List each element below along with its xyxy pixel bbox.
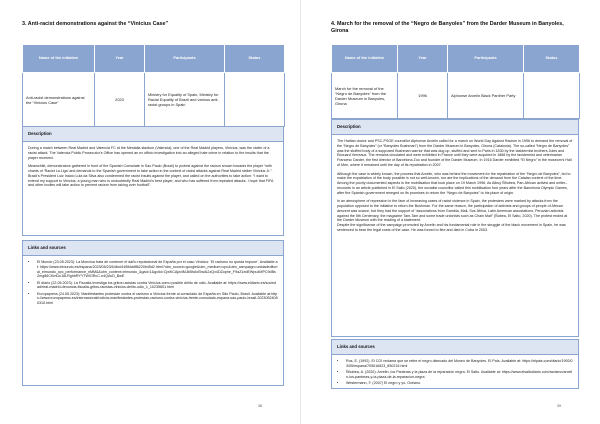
initiative-table — [22, 44, 285, 127]
description-paragraph: Meanwhile, demonstrators gathered in front of the Spanish Consulate in Sao Paulo (Brazil) to protest against the racism shown towards the player “with chants of ‘Racist La Liga’ and demands to the Spanish government to take action in the context of racist attacks against Real Madrid striker Vinicius Jr.”. Brazil’s President Luiz Inacio Lula da Silva also condemned the racist insults against the player, and called on the authorities to take action: “I want to extend my support to Vinicius, a young man who is undoubtedly Real Madrid’s best player, and who has suffered from repeated attacks. I hope that FIFA and other bodies will take action to prevent racism from taking over football”. — [28, 164, 274, 188]
links-box — [22, 240, 284, 386]
header-name: Name of the initiative — [23, 45, 95, 73]
cell-name: March for the removal of the “Negro de Banyoles” from the Darder Museum in Banyoles, Girona — [332, 73, 398, 119]
header-status: Status — [225, 45, 285, 73]
initiative-table — [331, 44, 580, 119]
source-item[interactable]: • Westermann, F. (2007) El negro y yo. Océano. — [346, 381, 573, 386]
section-heading: 4. March for the removal of the “Negro de Banyoles” from the Darder Museum in Banyoles, Girona — [331, 21, 564, 34]
description-title: Description — [23, 127, 283, 142]
description-paragraph: In an atmosphere of repression in the face of increasing cases of racist violence in Spain, the protesters were marked by attacks from the population opposed to the initiative to return the Bushman. For the same reason, the participation of activists and groups of people of African descent was scarce, but they had the support of “associations from Gambia, Mali, Sos África, Latin American associations, Peruvian activists against the 5th Centenary, the magazine Tam-Tam and some trade unionists such as Chain Mali” (Ñubea, El Salto, 2020). The protest ended at the Darder Museum with the reading of a statement. — [337, 199, 568, 223]
header-name: Name of the initiative — [332, 45, 398, 73]
description-box — [331, 119, 579, 337]
header-year: Year — [398, 45, 448, 73]
header-participants: Participants — [145, 45, 225, 73]
description-title: Description — [332, 120, 578, 135]
header-year: Year — [95, 45, 145, 73]
cell-year: 1996 — [398, 73, 448, 119]
cell-status — [225, 73, 285, 127]
source-item[interactable]: • Ros, E. (1992). El COI reclama que se retire el negro disecado del Museo de Banyoles. El País. Available at: https://elpais.com/diario/1992/03/05/espana/705016823_850215.html — [346, 359, 573, 369]
cell-year: 2023 — [95, 73, 145, 127]
links-title: Links and sources — [332, 340, 578, 355]
header-status: Status — [524, 45, 580, 73]
description-paragraph: Although the case is widely known, the process that Arcelin, who was behind the movement for the repatriation of the “Negro de Banyoles”, led to make the expatriation of the body possible is not so well-known, nor are the implications of the demand from the Catalan context of the time. Among the poorly documented aspects is the mobilisation that took place on 19 March 1996. As Albuy Ññubea, Pan-African activist and writer– recounts in an article published in El Salto (2020), the socialist councillor called this mobilisation four years after the Barcelona Olympic Games, after the Spanish government reneged on its promises to return the “Negro de Banyoles” to his place of origin. — [337, 171, 571, 195]
header-participants: Participants — [448, 45, 524, 73]
description-paragraph: During a match between Real Madrid and Valencia FC at the Mestalla stadium (Valencia), one of the Real Madrid players, Vinicius, was the victim of a racist attack. The Valencia Public Prosecutor’s Office has opened an ex officio investigation into an alleged hate crime in relation to the insults that the player received. — [28, 146, 270, 160]
cell-participants: Alphonse Arcelin Black Panther Party — [448, 73, 524, 119]
source-item[interactable]: • Europapress (24.05.2023): Manifestantes protestan contra el racismo a Vinicius frente al consulado de España en São Paulo, Brasil. Available at:https://www.europapress.es/internacional/noticia-manifestantes-protestan-racismo-contra-vinicius-frente-consulado-espana-sao-paulo-brasil-20230524080310.html — [37, 292, 278, 306]
description-paragraph: The Haitian doctor and PSC-PSOE councillor Alphonse Arcelin called for a march on World Day Against Racism in 1996 to demand the removal of the “Negro de Banyoles” (or “Banyoles Bushman”) from the Darder Museum in Banyoles, Girona (Catalonia). The so-called “Negro de Banyoles” was the stuffed body of a supposed Bushman warrior that was dug up, stuffed and sent to Paris in 1830 by the taxidermist brothers Jules and Édouard Verreaux. The remains circulated and were exhibited in France until they were acquired in 1888 by the taxidermist and veterinarian Francesc Darder, the first director of Barcelona Zoo and founder of the Darder Museum. In 1916 Darder exhibited “El Negro” in the museum’s Hall of Men, where it remained until the day of its repatriation in 2007. — [337, 139, 573, 167]
description-paragraph: Despite the significance of the campaign promoted by Arcelin and his fundamental role in the struggle of the black movement in Spain, he was sentenced to bear the legal costs of the case. He was forced to flee and died in Cuba in 2003. — [337, 223, 566, 232]
links-box — [331, 339, 579, 389]
cell-name: Anti-racist demonstrations against the “Vinicius Case” — [23, 73, 95, 127]
links-title: Links and sources — [23, 241, 283, 256]
source-item[interactable]: • El diario (22.05.2023): La Fiscalía investiga los gritos racistas contra Vinicius como posible delito de odio. Available at: https://www.eldiario.es/sociedad/real-madrid-denuncia-fiscalia-gritos-racistas-vinicius-delito-odio_1_10235651.html — [37, 281, 278, 291]
cell-status — [524, 73, 580, 119]
page-number: 38 — [258, 404, 262, 408]
right-page — [300, 0, 600, 424]
page-number: 39 — [557, 404, 561, 408]
source-item[interactable]: • Ñhubea, A. (2020): Arcelin, los Panteras y la plaza de la reparación negra. El Salto. Available at: https://www.elsaltodiario.com/racismo/arcelin-los-panteras-y-la-plaza-de-la-reparacion-negra — [346, 370, 573, 380]
section-heading: 3. Anti-racist demonstrations against the “Vinicius Case” — [22, 21, 169, 27]
source-item[interactable]: • El Mundo (23.05.2023): La Moncloa trata de contener el daño reputacional de España por el caso Vinícius: ‘El racismo no queda impune’. Available at: https://www.elmundo.es/espana/2023/05/23/646cb165fdddff6220b45d2.html?utm_source=google&utm_medium=cpc&utm_campaign=unidadeditorial_elmundo_cpc_performance_nMM&&utm_content=elmundo_&gad=1&gclid=CjwKCAjw4MJkBhAvEiwAI2zQv4DZophe_F9aZ1edEWpu4MPC9dBsZmg86CKmDo18LRghbRYYTWIGRcC-n4QAvD_BwE — [37, 260, 278, 279]
description-box — [22, 126, 284, 236]
cell-participants: Ministry for Equality of Spain, Ministry for Racial Equality of Brazil and various anti-racist groups in Spain — [145, 73, 225, 127]
